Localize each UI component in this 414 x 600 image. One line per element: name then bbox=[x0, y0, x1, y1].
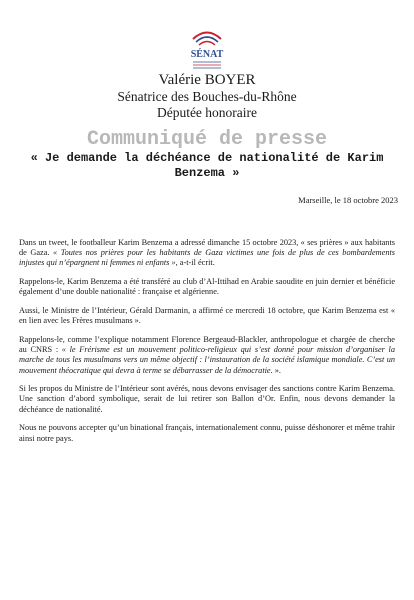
paragraph-4 bbox=[19, 335, 395, 376]
paragraph-1-quote: « Toutes nos prières pour les habitants de Gaza victimes une fois de plus de ces bombardements injustes qui n’épargnent ni femmes ni enfants » bbox=[19, 248, 395, 268]
paragraph-5: Si les propos du Ministre de l’Intérieur sont avérés, nous devons envisager des sanctions contre Karim Benzema. Une sanction d’abord symbolique, serait de lui retirer son Ballon d’Or. Enfin, nous devons demander la déchéance de nationalité. bbox=[19, 384, 395, 414]
paragraph-4-intro: Rappelons-le, comme l’explique notamment Florence Bergeaud-Blackler, anthropologue et chargée de cherche au CNRS : bbox=[19, 334, 395, 355]
press-release-title: Communiqué de presse bbox=[86, 128, 328, 151]
paragraph-1-intro: Dans un tweet, le footballeur Karim Benzema a adressé dimanche 15 octobre 2023, « ses prières » aux habitants de Gaza. bbox=[19, 238, 395, 258]
senator-honorary-title: Députée honoraire bbox=[156, 105, 258, 120]
senat-logo bbox=[183, 22, 231, 74]
paragraph-4-quote: « le Frérisme est un mouvement politico-religieux qui s’est donné pour mission d’organiser la marche de tous les musulmans vers un même objectif : l’instauration de la société islamique mondiale. C’est un mouvement théocratique qui devra à terme se débarrasser de la démocratie. bbox=[19, 345, 395, 375]
body-text bbox=[19, 238, 395, 452]
paragraph-1 bbox=[19, 238, 395, 269]
paragraph-2: Rappelons-le, Karim Benzema a été transféré au club d’Al-Ittihad en Arabie saoudite en juin dernier et bénéficie également d’une double nationalité : française et algérienne. bbox=[19, 277, 395, 297]
paragraph-1-end: , a-t-il écrit. bbox=[175, 258, 215, 268]
senator-title: Sénatrice des Bouches-du-Rhône bbox=[117, 89, 297, 104]
senat-logo-text: SÉNAT bbox=[190, 49, 224, 60]
headline: « Je demande la déchéance de nationalité de Karim Benzema » bbox=[30, 151, 384, 180]
senator-name: Valérie BOYER bbox=[158, 72, 256, 88]
paragraph-3: Aussi, le Ministre de l’Intérieur, Gérald Darmanin, a affirmé ce mercredi 18 octobre, que Karim Benzema est « en lien avec les Frères musulmans ». bbox=[19, 306, 395, 326]
dateline: Marseille, le 18 octobre 2023 bbox=[298, 195, 398, 205]
paragraph-6: Nous ne pouvons accepter qu’un binational français, internationalement connu, puisse déshonorer et même trahir ainsi notre pays. bbox=[19, 423, 395, 443]
paragraph-4-end: ». bbox=[272, 365, 281, 375]
